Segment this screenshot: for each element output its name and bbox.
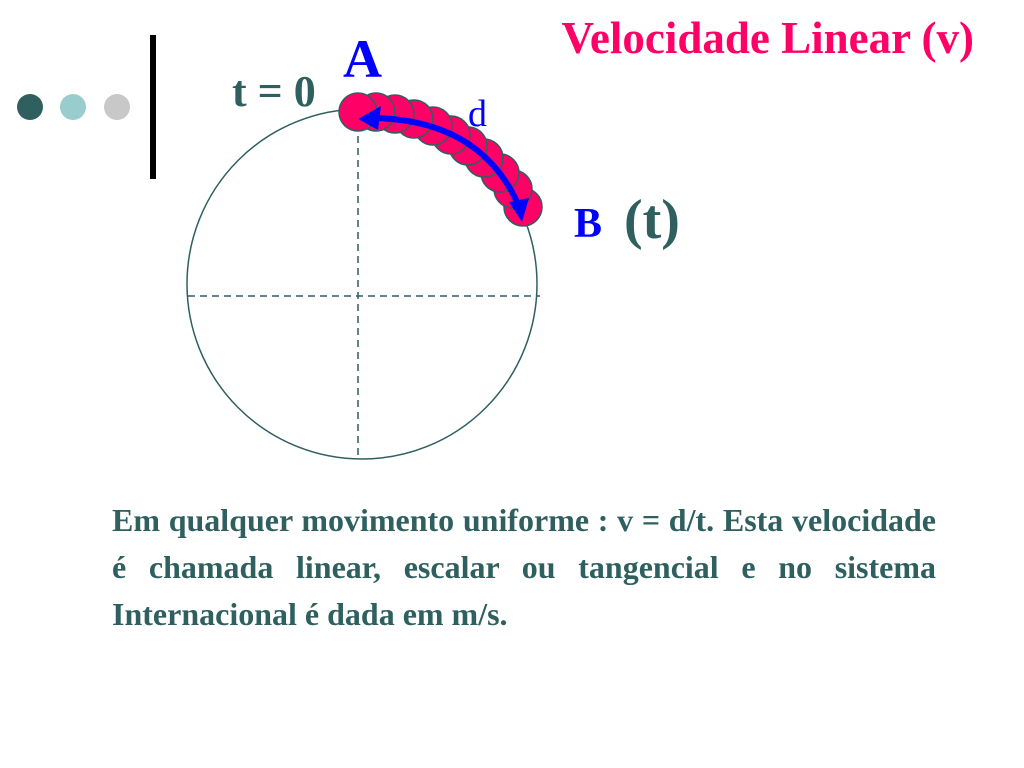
label-t0: t = 0: [232, 67, 316, 116]
description-text: Em qualquer movimento uniforme : v = d/t. Esta velocidade é chamada linear, escalar ou tangencial e no sistema Internacional é dada em m/s.: [112, 502, 936, 632]
label-time: (t): [624, 189, 680, 251]
label-point-a: A: [343, 29, 382, 89]
label-point-b: B: [574, 201, 603, 247]
slide-title: Velocidade Linear (v): [561, 13, 974, 63]
label-distance: d: [468, 93, 487, 135]
